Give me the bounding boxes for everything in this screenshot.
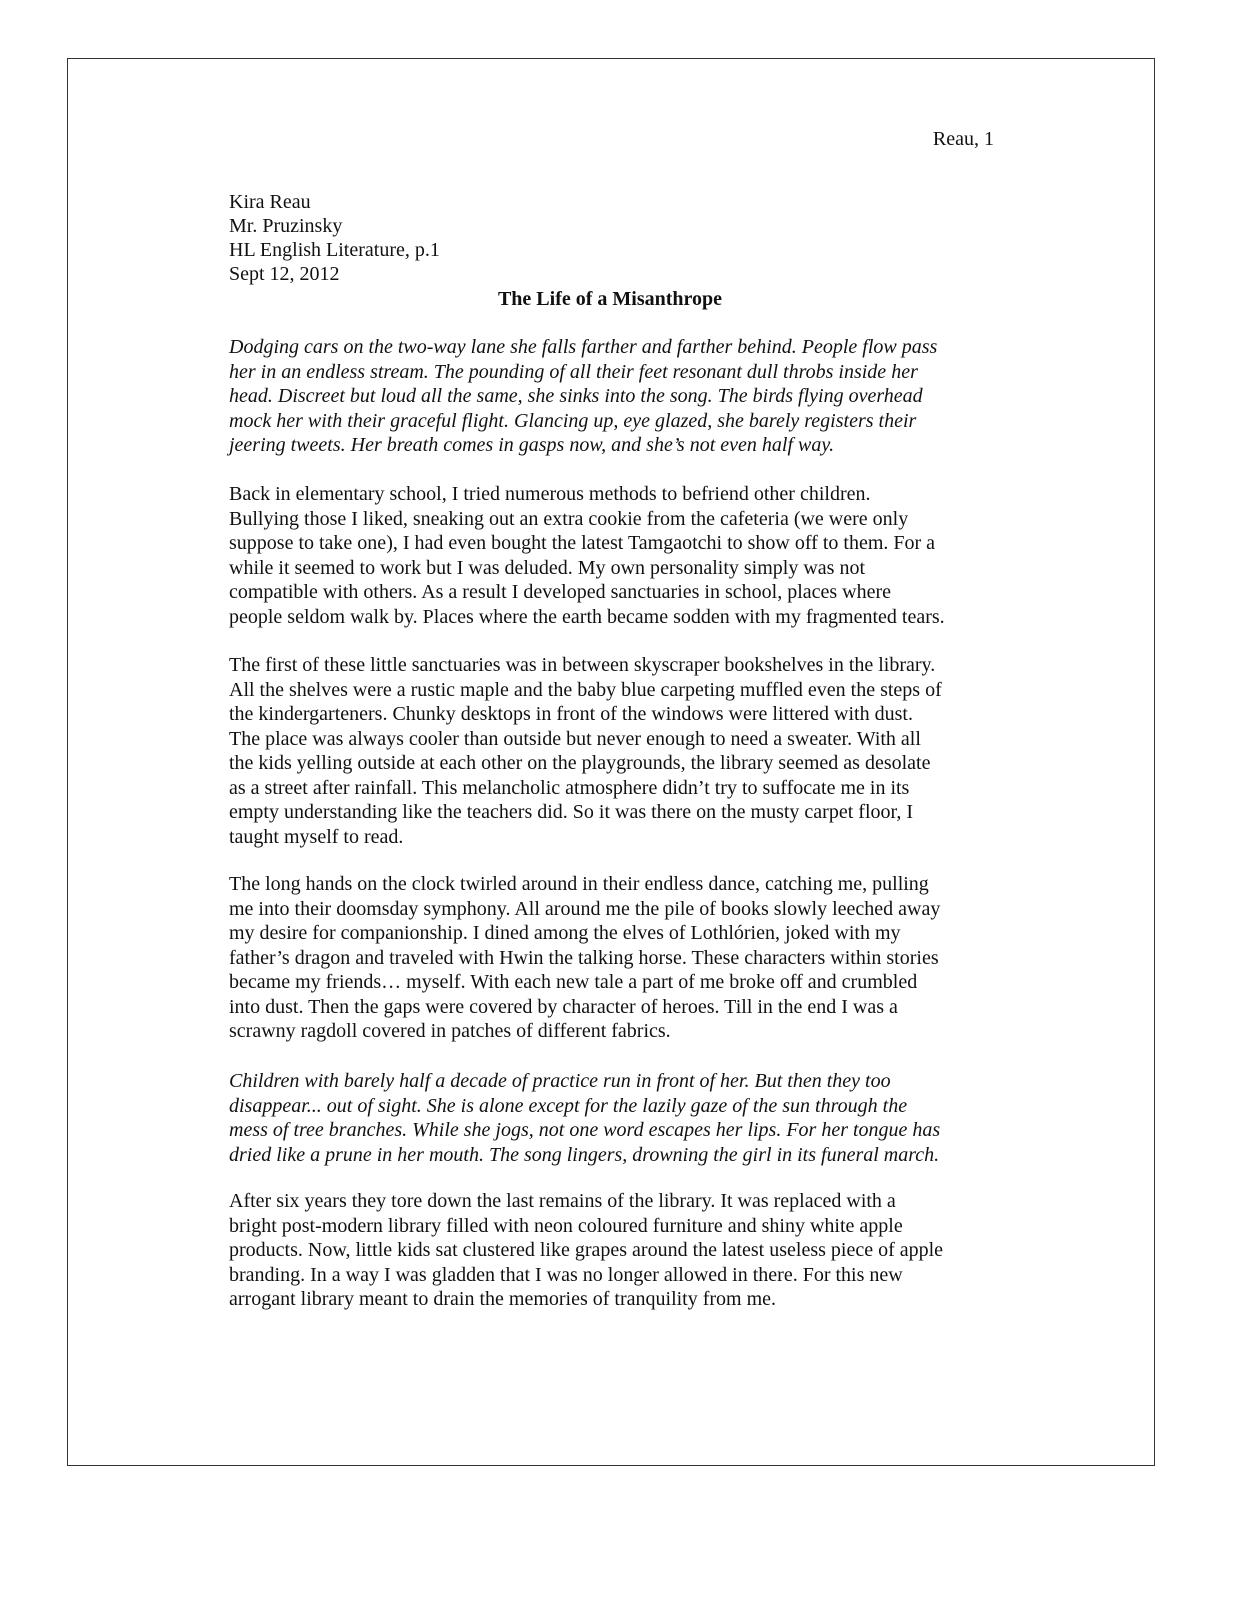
text-line: bright post-modern library filled with neon coloured furniture and shiny white apple <box>229 1214 903 1237</box>
text-line: jeering tweets. Her breath comes in gasps now, and she’s not even half way. <box>229 434 835 456</box>
text-line: taught myself to read. <box>229 825 404 848</box>
text-line: products. Now, little kids sat clustered like grapes around the latest useless piece of apple <box>229 1239 944 1261</box>
text-line: people seldom walk by. Places where the earth became sodden with my fragmented tears. <box>229 605 945 628</box>
text-line: became my friends… myself. With each new tale a part of me broke off and crumbled <box>229 971 918 993</box>
instructor-name: Mr. Pruzinsky <box>229 215 343 237</box>
text-line: compatible with others. As a result I developed sanctuaries in school, places where <box>229 581 892 603</box>
text-line: the kindergarteners. Chunky desktops in front of the windows were littered with dust. <box>229 703 913 725</box>
text-line: Children with barely half a decade of practice run in front of her. But then they too <box>229 1070 891 1092</box>
text-line: empty understanding like the teachers did. So it was there on the musty carpet floor, I <box>229 801 914 823</box>
text-line: All the shelves were a rustic maple and the baby blue carpeting muffled even the steps of <box>229 678 942 701</box>
text-line: mock her with their graceful flight. Glancing up, eye glazed, she barely registers their <box>229 409 917 432</box>
text-line: father’s dragon and traveled with Hwin the talking horse. These characters within stories <box>229 946 939 969</box>
text-line: The long hands on the clock twirled around in their endless dance, catching me, pulling <box>229 873 929 895</box>
text-line: while it seemed to work but I was deluded. My own personality simply was not <box>229 556 866 579</box>
course-name: HL English Literature, p.1 <box>229 239 440 261</box>
running-head: Reau, 1 <box>932 128 994 150</box>
text-line: Bullying those I liked, sneaking out an extra cookie from the cafeteria (we were only <box>229 507 909 530</box>
paragraph-4 <box>229 872 995 1044</box>
paragraph-italic-5 <box>229 1069 995 1167</box>
paragraph-6 <box>229 1189 995 1312</box>
paragraph-2 <box>229 482 995 629</box>
author-name: Kira Reau <box>229 191 311 213</box>
text-line: into dust. Then the gaps were covered by character of heroes. Till in the end I was a <box>229 995 898 1018</box>
text-line: mess of tree branches. While she jogs, not one word escapes her lips. For her tongue has <box>229 1119 941 1141</box>
text-line: as a street after rainfall. This melancholic atmosphere didn’t try to suffocate me in its <box>229 776 910 799</box>
paragraph-3 <box>229 653 995 849</box>
mla-heading <box>229 190 440 286</box>
text-line: the kids yelling outside at each other on the playgrounds, the library seemed as desolate <box>229 752 931 774</box>
text-line: The place was always cooler than outside but never enough to need a sweater. With all <box>229 727 921 750</box>
text-line: scrawny ragdoll covered in patches of different fabrics. <box>229 1020 671 1042</box>
text-line: The first of these little sanctuaries was in between skyscraper bookshelves in the library. <box>229 654 936 676</box>
text-line: my desire for companionship. I dined among the elves of Lothlórien, joked with my <box>229 922 901 944</box>
text-line: her in an endless stream. The pounding of all their feet resonant dull throbs inside her <box>229 360 918 383</box>
essay-title: The Life of a Misanthrope <box>497 288 723 310</box>
text-line: arrogant library meant to drain the memories of tranquility from me. <box>229 1288 777 1310</box>
text-line: Dodging cars on the two-way lane she falls farther and farther behind. People flow pass <box>229 336 938 358</box>
text-line: me into their doomsday symphony. All around me the pile of books slowly leeched away <box>229 897 941 920</box>
text-line: After six years they tore down the last remains of the library. It was replaced with a <box>229 1190 896 1212</box>
text-line: disappear... out of sight. She is alone except for the lazily gaze of the sun through the <box>229 1094 908 1117</box>
paragraph-italic-1 <box>229 335 995 458</box>
text-line: branding. In a way I was gladden that I was no longer allowed in there. For this new <box>229 1263 903 1286</box>
text-line: suppose to take one), I had even bought the latest Tamgaotchi to show off to them. For a <box>229 532 936 554</box>
text-line: Back in elementary school, I tried numerous methods to befriend other children. <box>229 483 871 505</box>
text-line: dried like a prune in her mouth. The song lingers, drowning the girl in its funeral march. <box>229 1143 940 1166</box>
date: Sept 12, 2012 <box>229 263 340 285</box>
text-line: head. Discreet but loud all the same, she sinks into the song. The birds flying overhead <box>229 385 923 407</box>
